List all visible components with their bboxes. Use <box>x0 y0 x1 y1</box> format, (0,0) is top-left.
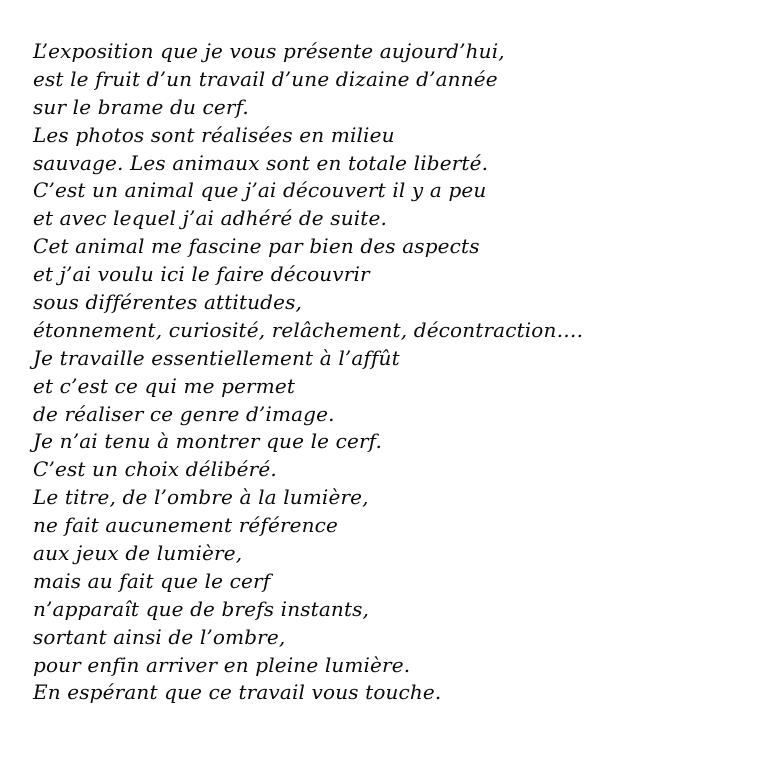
handwritten-text-block <box>33 38 753 707</box>
text-line: et j’ai voulu ici le faire découvrir <box>33 262 370 287</box>
text-line: C’est un choix délibéré. <box>33 457 277 482</box>
text-line: aux jeux de lumière, <box>33 541 243 566</box>
text-line: ne fait aucunement référence <box>33 513 339 538</box>
text-line: Les photos sont réalisées en milieu <box>33 122 395 147</box>
text-line: L’exposition que je vous présente aujourd’hui, <box>33 39 505 63</box>
text-line: Je n’ai tenu à montrer que le cerf. <box>33 429 382 454</box>
text-line: En espérant que ce travail vous touche. <box>33 680 442 705</box>
text-line: sauvage. Les animaux sont en totale liberté. <box>33 150 489 175</box>
text-line: sur le brame du cerf. <box>33 94 249 119</box>
text-line: C’est un animal que j’ai découvert il y a peu <box>33 178 487 203</box>
text-line: Je travaille essentiellement à l’affût <box>33 345 400 370</box>
text-line: sortant ainsi de l’ombre, <box>33 624 286 649</box>
text-line: mais au fait que le cerf <box>33 568 271 593</box>
text-line: sous différentes attitudes, <box>33 290 303 315</box>
text-line: et avec lequel j’ai adhéré de suite. <box>33 206 387 231</box>
text-line: Le titre, de l’ombre à la lumière, <box>33 485 369 510</box>
text-line: pour enfin arriver en pleine lumière. <box>33 652 411 677</box>
text-line: est le fruit d’un travail d’une dizaine d’année <box>33 66 498 91</box>
text-line: de réaliser ce genre d’image. <box>33 401 335 426</box>
text-line: étonnement, curiosité, relâchement, décontraction…. <box>33 317 584 342</box>
text-line: et c’est ce qui me permet <box>33 373 296 398</box>
text-line: n’apparaît que de brefs instants, <box>33 596 370 621</box>
text-line: Cet animal me fascine par bien des aspects <box>33 234 480 259</box>
